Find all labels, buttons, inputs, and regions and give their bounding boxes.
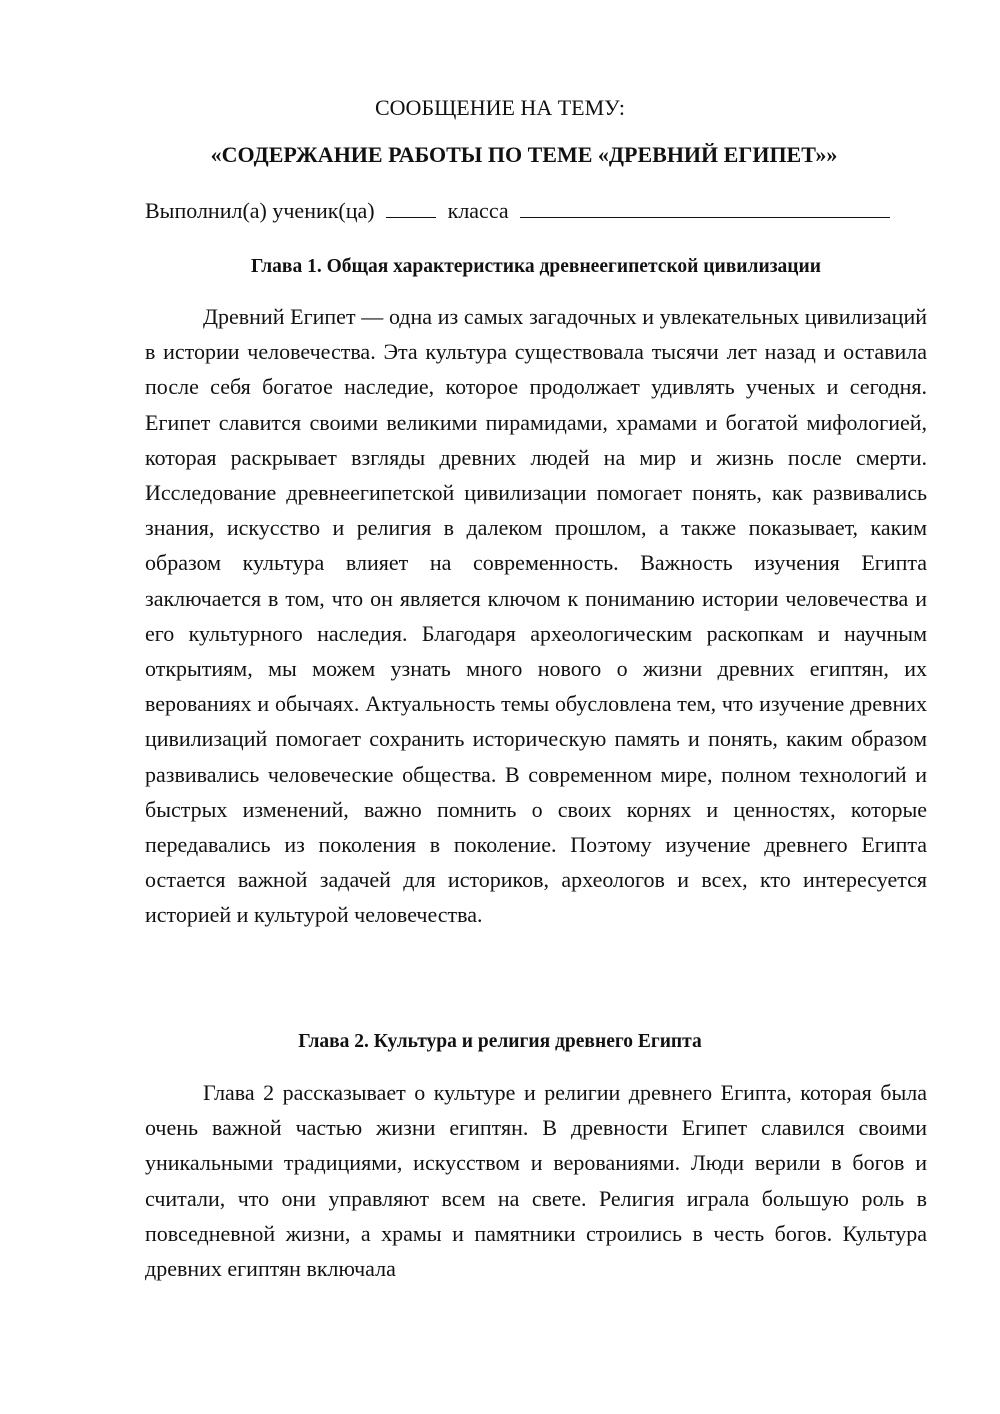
chapter-2-paragraph: Глава 2 рассказывает о культуре и религии древнего Египта, которая была очень важной частью жизни египтян. В древности Египет славился своими уникальными традициями, искусством и верованиями. Люди верили в богов и считали, что они управляют всем на свете. Религия играла большую роль в повседневной жизни, а храмы и памятники строились в честь богов. Культура древних египтян включала (145, 1080, 927, 1282)
chapter-2-title: Глава 2. Культура и религия древнего Египта (298, 1031, 702, 1052)
name-blank-field (520, 199, 890, 218)
document-title-line-2: «СОДЕРЖАНИЕ РАБОТЫ ПО ТЕМЕ «ДРЕВНИЙ ЕГИПЕТ»» (210, 142, 838, 167)
author-middle: класса (447, 198, 509, 223)
chapter-1-title: Глава 1. Общая характеристика древнеегипетской цивилизации (251, 256, 821, 277)
chapter-1-paragraph: Древний Египет — одна из самых загадочных и увлекательных цивилизаций в истории человечества. Эта культура существовала тысячи лет назад и оставила после себя богатое наследие, которое продолжает удивлять ученых и сегодня. Египет славится своими великими пирамидами, храмами и богатой мифологией, которая раскрывает взгляды древних людей на мир и жизнь после смерти. Исследование древнеегипетской цивилизации помогает понять, как развивались знания, искусство и религия в далеком прошлом, а также показывает, каким образом культура влияет на современность. Важность изучения Египта заключается в том, что он является ключом к пониманию истории человечества и его культурного наследия. Благодаря археологическим раскопкам и научным открытиям, мы можем узнать много нового о жизни древних египтян, их верованиях и обычаях. Актуальность темы обусловлена тем, что изучение древних цивилизаций помогает сохранить историческую память и понять, каким образом развивались человеческие общества. В современном мире, полном технологий и быстрых изменений, важно помнить о своих корнях и ценностях, которые передавались из поколения в поколение. Поэтому изучение древнего Египта остается важной задачей для историков, археологов и всех, кто интересуется историей и культурой человечества. (145, 304, 927, 928)
author-line (145, 198, 896, 224)
document-title-line-1: СООБЩЕНИЕ НА ТЕМУ: (375, 95, 625, 120)
author-prefix: Выполнил(а) ученик(ца) (145, 198, 375, 223)
class-blank-field (386, 199, 436, 218)
